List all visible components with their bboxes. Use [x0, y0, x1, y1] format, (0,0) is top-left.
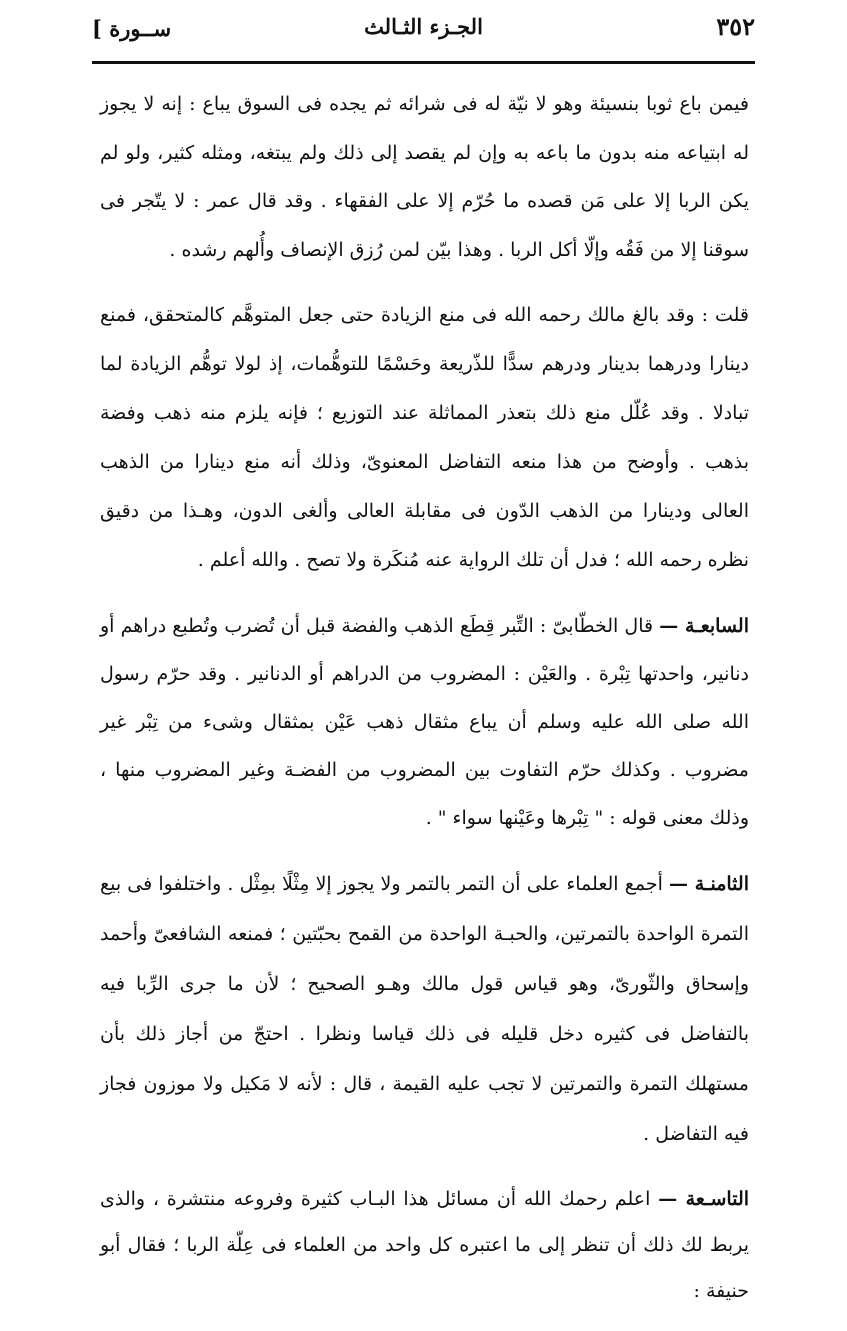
paragraph-ninth [100, 1176, 749, 1314]
text-body [100, 80, 749, 1331]
page-header [92, 12, 755, 56]
paragraph-eighth-heading: الثامنـة — [669, 873, 749, 896]
page-number: ٣٥٢ [716, 12, 755, 41]
paragraph-seventh [100, 602, 749, 842]
paragraph-ninth-text: اعلم رحمك الله أن مسائل هذا البـاب كثيرة وفروعه منتشرة ، والذى يربط لك ذلك أن تنظر إلى ما اعتبره كل واحد من العلماء فى عِلّة الربا ؛ فقال أبو حنيفة : [100, 1188, 749, 1303]
paragraph-2 [100, 291, 749, 585]
paragraph-eighth [100, 859, 749, 1159]
paragraph-seventh-text: قال الخطّابىّ : التِّبر قِطَع الذهب والفضة قبل أن تُضرب وتُطبع دراهم أو دنانير، واحدتها تِبْرة . والعَيْن : المضروب من الدراهم أو الدنانير . وقد حرّم رسول الله صلى الله عليه وسلم أن يباع مثقال ذهب عَيْن بمثقال وشىء من تِبْر غير مضروب . وكذلك حرّم التفاوت بين المضروب من الفضـة وغير المضروب منها ، وذلك معنى قوله : " تِبْرها وعَيْنها سواء " . [100, 615, 749, 830]
header-rule [92, 61, 755, 64]
paragraph-1 [100, 80, 749, 274]
paragraph-2-text: قلت : وقد بالغ مالك رحمه الله فى منع الزيادة حتى جعل المتوهَّم كالمتحقق، فمنع دينارا ودرهما بدينار ودرهم سدًّا للذّريعة وحَسْمًا للتوهُّمات، إذ لولا توهُّم الزيادة لما تبادلا . وقد عُلّل منع ذلك بتعذر المماثلة عند التوزيع ؛ فإنه يلزم منه ذهب وفضة بذهب . وأوضح من هذا منعه التفاضل المعنوىّ، وذلك أنه منع دينارا من الذهب العالى ودينارا من الذهب الدّون فى مقابلة العالى وألغى الدون، وهـذا من دقيق نظره رحمه الله ؛ فدل أن تلك الرواية عنه مُنكَرة ولا تصح . والله أعلم . [100, 304, 749, 572]
paragraph-1-text: فيمن باع ثوبا بنسيئة وهو لا نيّة له فى شرائه ثم يجده فى السوق يباع : إنه لا يجوز له ابتياعه منه بدون ما باعه به وإن لم يقصد إلى ذلك ولم يبتغه، ومثله كثير، ولو لم يكن الربا إلا على مَن قصده ما حُرّم إلا على الفقهاء . وقد قال عمر : لا يتّجر فى سوقنا إلا من فَقُه وإلّا أكل الربا . وهذا بيّن لمن رُزق الإنصاف وأُلهم رشده . [100, 93, 749, 261]
surah-label: [ ســورة [92, 16, 172, 41]
paragraph-seventh-heading: السابعـة — [659, 615, 749, 638]
paragraph-eighth-text: أجمع العلماء على أن التمر بالتمر ولا يجوز إلا مِثْلًا بمِثْل . واختلفوا فى بيع التمرة الواحدة بالتمرتين، والحبـة الواحدة من القمح بحبّتين ؛ فمنعه الشافعىّ وأحمد وإسحاق والثّورىّ، وهو قياس قول مالك وهـو الصحيح ؛ لأن ما جرى الرِّبا فيه بالتفاضل فى كثيره دخل قليله فى ذلك قياسا ونظرا . احتجّ من أجاز ذلك بأن مستهلك التمرة والتمرتين لا تجب عليه القيمة ، قال : لأنه لا مَكيل ولا موزون فجاز فيه التفاضل . [100, 873, 749, 1146]
paragraph-ninth-heading: التاسـعة — [658, 1188, 750, 1211]
running-title: الجـزء الثـالث [364, 14, 483, 39]
